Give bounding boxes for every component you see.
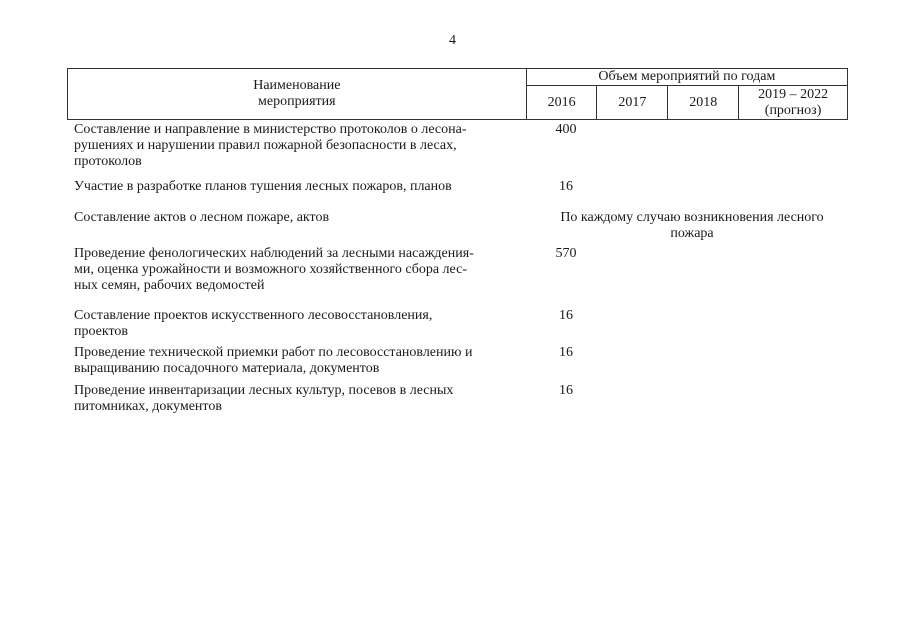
row-name-line: питомниках, документов (74, 399, 222, 414)
row-name-line: Проведение технической приемки работ по лесовосстановлению и (74, 345, 473, 360)
page-number: 4 (449, 33, 456, 48)
row-name-line: проектов (74, 324, 129, 339)
row-value-2016: 16 (559, 308, 573, 323)
header-year-2017: 2017 (597, 86, 668, 120)
header-forecast (739, 86, 848, 120)
row-value-2016: 570 (555, 246, 577, 261)
row-name (74, 345, 520, 377)
row-name-line: Составление и направление в министерство протоколов о лесона- (74, 122, 467, 137)
header-volume-by-years: Объем мероприятий по годам (526, 69, 847, 86)
row-name (74, 246, 520, 294)
row-name-line: ных семян, рабочих ведомостей (74, 278, 265, 293)
header-year-2016: 2016 (526, 86, 597, 120)
row-name (74, 179, 520, 195)
header-year-2018: 2018 (668, 86, 739, 120)
row-value-2016: 16 (559, 383, 573, 398)
row-name-line: Проведение инвентаризации лесных культур, посевов в лесных (74, 383, 454, 398)
row-name-line: Участие в разработке планов тушения лесных пожаров, планов (74, 179, 452, 194)
row-name-line: ми, оценка урожайности и возможного хозяйственного сбора лес- (74, 262, 467, 277)
header-name-line-1: Наименование (253, 78, 341, 93)
row-name-line: рушениях и нарушении правил пожарной безопасности в лесах, (74, 138, 457, 153)
row-note-line: По каждому случаю возникновения лесного (560, 210, 824, 225)
header-name-line-2: мероприятия (258, 94, 336, 109)
row-value-2016: 16 (559, 345, 573, 360)
header-activity-name (68, 69, 527, 120)
row-name-line: Проведение фенологических наблюдений за лесными насаждения- (74, 246, 474, 261)
row-name (74, 308, 520, 340)
row-name (74, 383, 520, 415)
row-note (536, 210, 848, 242)
row-name-line: Составление актов о лесном пожаре, актов (74, 210, 330, 225)
row-name-line: Составление проектов искусственного лесовосстановления, (74, 308, 433, 323)
table-header (67, 68, 848, 120)
row-name-line: выращиванию посадочного материала, документов (74, 361, 380, 376)
header-forecast-line-2: (прогноз) (764, 102, 822, 118)
row-name (74, 210, 520, 226)
row-name (74, 122, 520, 170)
row-name-line: протоколов (74, 154, 142, 169)
row-value-2016: 400 (555, 122, 577, 137)
row-note-line: пожара (670, 226, 714, 241)
header-forecast-line-1: 2019 – 2022 (758, 86, 829, 102)
row-value-2016: 16 (559, 179, 573, 194)
